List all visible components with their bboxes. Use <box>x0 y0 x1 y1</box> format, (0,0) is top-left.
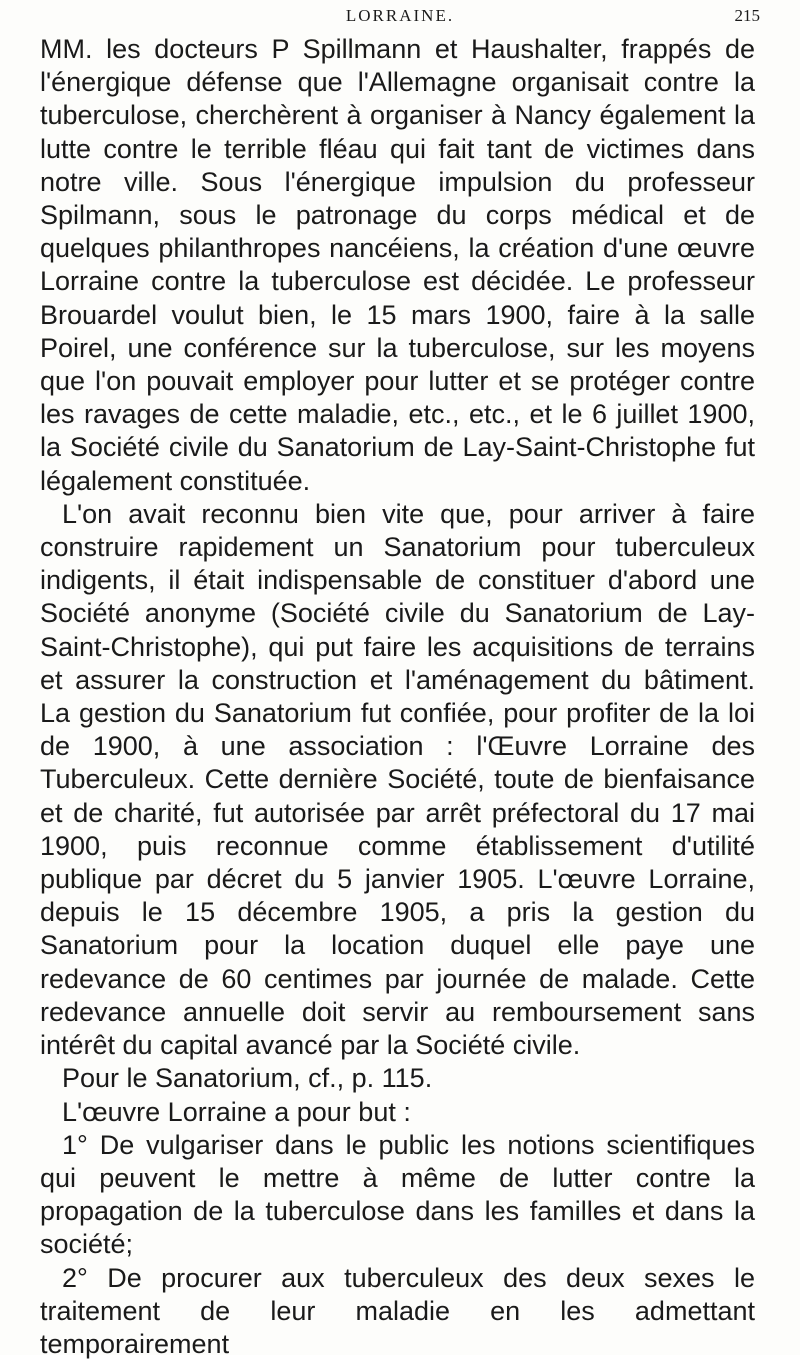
paragraph-2: L'on avait reconnu bien vite que, pour arriver à faire construire rapidement un Sanatorium pour tuberculeux indigents, il était indispensable de constituer d'abord une Société anonyme (Société civile du Sanatorium de Lay-Saint-Christophe), qui put faire les acquisitions de terrains et assurer la construction et l'aménagement du bâtiment. La gestion du Sanatorium fut confiée, pour profiter de la loi de 1900, à une association : l'Œuvre Lorraine des Tuberculeux. Cette dernière Société, toute de bienfaisance et de charité, fut autorisée par arrêt préfectoral du 17 mai 1900, puis reconnue comme établissement d'utilité publique par décret du 5 janvier 1905. L'œuvre Lorraine, depuis le 15 décembre 1905, a pris la gestion du Sanatorium pour la location duquel elle paye une redevance de 60 centimes par journée de malade. Cette redevance annuelle doit servir au remboursement sans intérêt du capital avancé par la Société civile. <box>40 498 755 1061</box>
running-head <box>40 6 760 30</box>
running-title: LORRAINE. <box>345 6 455 25</box>
paragraph-1: MM. les docteurs P Spillmann et Haushalter, frappés de l'énergique défense que l'Allemagne organisait contre la tuberculose, cherchèrent à organiser à Nancy également la lutte contre le terrible fléau qui fait tant de victimes dans notre ville. Sous l'énergique impulsion du professeur Spilmann, sous le patronage du corps médical et de quelques philanthropes nancéiens, la création d'une œuvre Lorraine contre la tuberculose est décidée. Le professeur Brouardel voulut bien, le 15 mars 1900, faire à la salle Poirel, une conférence sur la tuberculose, sur les moyens que l'on pouvait employer pour lutter et se protéger contre les ravages de cette maladie, etc., etc., et le 6 juillet 1900, la Société civile du Sanatorium de Lay-Saint-Christophe fut légalement constituée. <box>40 34 755 496</box>
paragraph-6: 2° De procurer aux tuberculeux des deux sexes le traitement de leur maladie en les admettant temporairement <box>40 1262 755 1359</box>
page-number: 215 <box>734 6 760 25</box>
body-text <box>40 33 755 1361</box>
paragraph-5: 1° De vulgariser dans le public les notions scientifiques qui peuvent le mettre à même de lutter contre la propagation de la tuberculose dans les familles et dans la société; <box>40 1129 755 1260</box>
paragraph-3: Pour le Sanatorium, cf., p. 115. <box>62 1063 433 1094</box>
paragraph-4: L'œuvre Lorraine a pour but : <box>62 1096 411 1127</box>
